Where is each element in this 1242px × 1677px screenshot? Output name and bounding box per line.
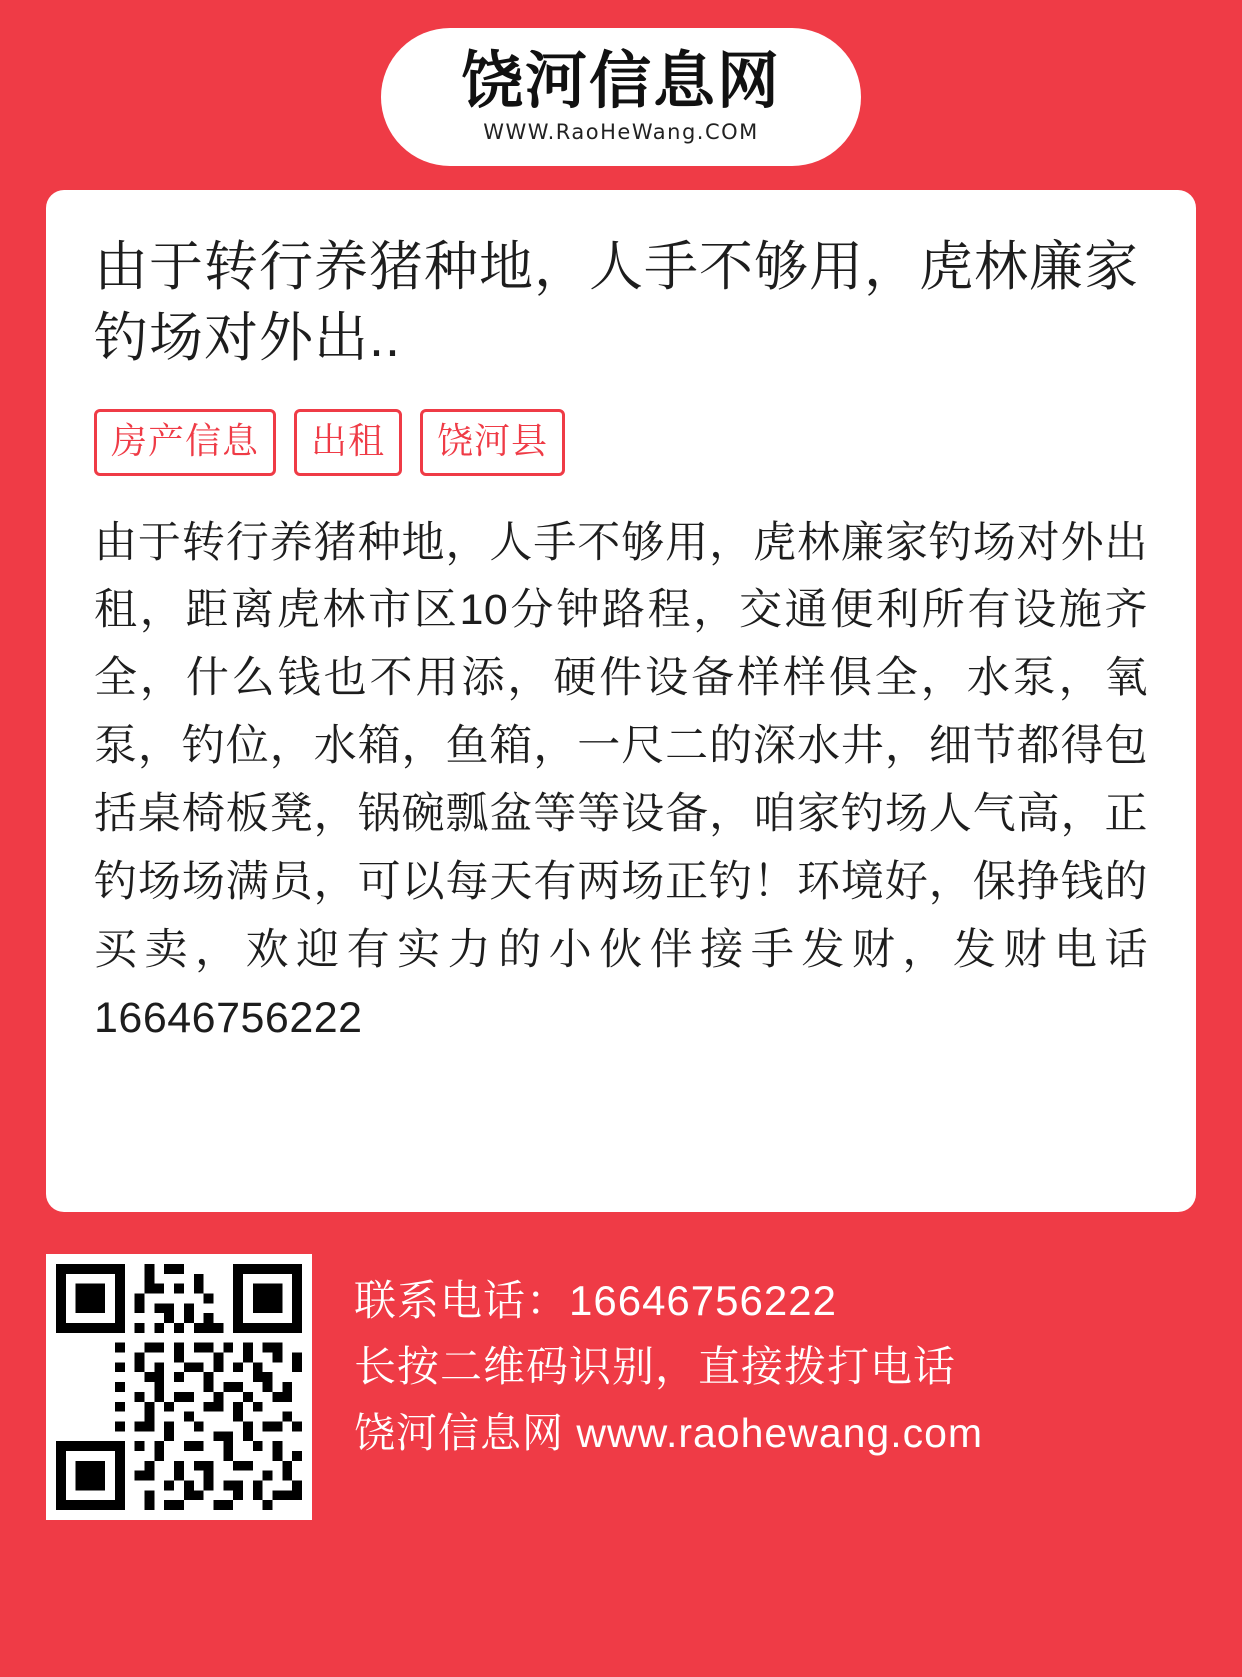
tag-region[interactable]: 饶河县 (420, 409, 565, 476)
page-title: 由于转行养猪种地，人手不够用，虎林廉家钓场对外出.. (94, 237, 1139, 369)
site-logo-url: WWW.RaoHeWang.COM (483, 120, 759, 144)
footer (46, 1254, 1196, 1584)
contact-phone: 联系电话：16646756222 (354, 1277, 837, 1324)
contact-site: 饶河信息网 www.raohewang.com (354, 1409, 984, 1456)
contact-block (354, 1254, 983, 1465)
article-body: 由于转行养猪种地，人手不够用，虎林廉家钓场对外出租，距离虎林市区10分钟路程，交通便利所有设施齐全，什么钱也不用添，硬件设备样样俱全，水泵，氧泵，钓位，水箱，鱼箱，一尺二的深水井，细节都得包括桌椅板凳，锅碗瓢盆等等设备，咱家钓场人气高，正钓场场满员，可以每天有两场正钓！环境好，保挣钱的买卖，欢迎有实力的小伙伴接手发财，发财电话16646756222 (94, 518, 1148, 1043)
qr-code[interactable] (46, 1254, 312, 1520)
article-card (46, 190, 1196, 1212)
contact-hint: 长按二维码识别，直接拨打电话 (354, 1343, 957, 1391)
site-logo (381, 28, 861, 166)
tag-list (94, 409, 1148, 476)
tag-type[interactable]: 出租 (294, 409, 402, 476)
tag-category[interactable]: 房产信息 (94, 409, 276, 476)
qr-code-image (56, 1264, 302, 1510)
site-logo-title: 饶河信息网 (460, 44, 781, 117)
